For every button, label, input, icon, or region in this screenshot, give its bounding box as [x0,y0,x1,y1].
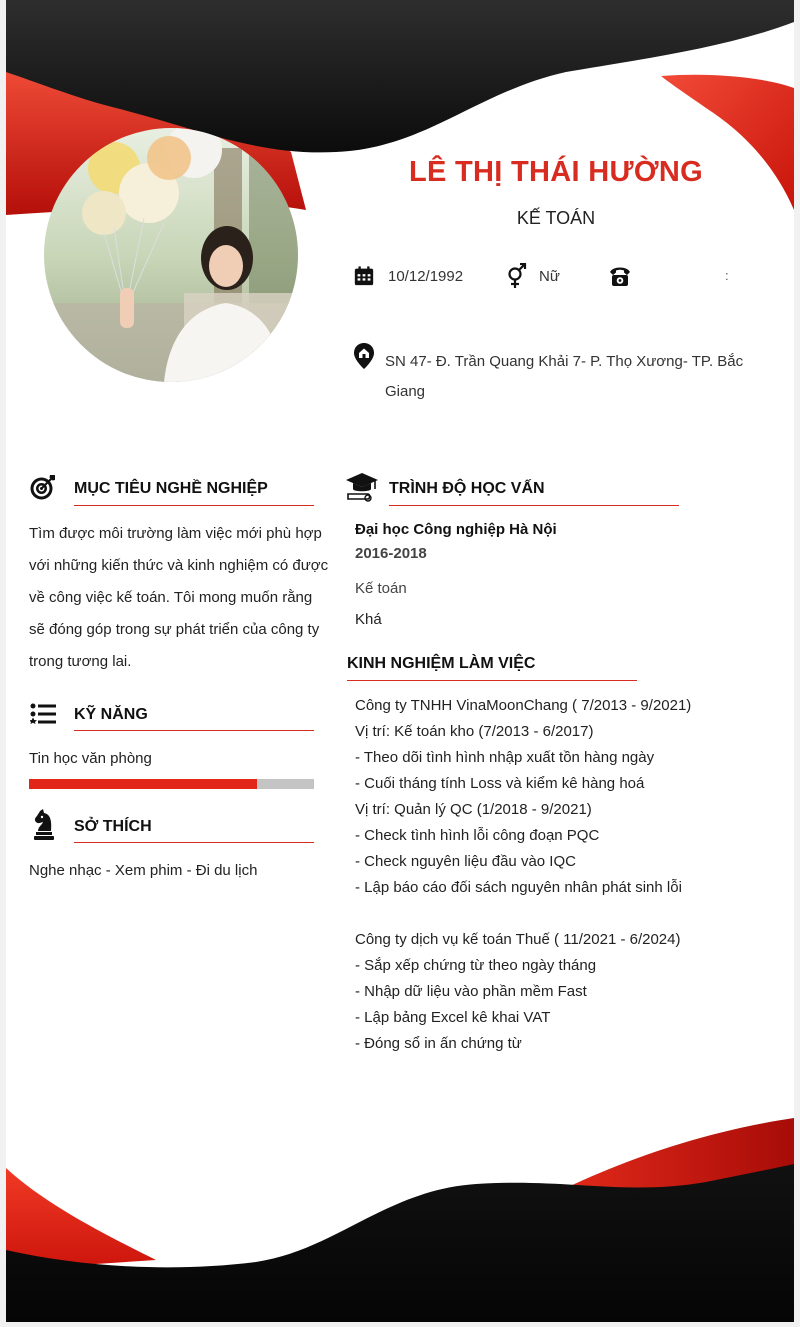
objective-line: về công việc kế toán. Tôi mong muốn rằng [29,589,313,606]
experience-line: Công ty TNHH VinaMoonChang ( 7/2013 - 9/2021) [355,697,692,714]
experience-line: Vị trí: Quản lý QC (1/2018 - 9/2021) [355,801,592,818]
phone-icon [608,265,632,287]
bottom-wave-decoration [6,1110,794,1322]
objective-text [29,518,329,678]
education-years: 2016-2018 [355,545,427,562]
objective-underline [74,505,314,506]
skill-bar [29,779,314,789]
objective-line: trong tương lai. [29,653,132,670]
gender-value: Nữ [539,268,560,285]
experience-title: KINH NGHIỆM LÀM VIỆC [347,655,536,672]
phone-value: : [725,268,729,283]
experience-line: - Sắp xếp chứng từ theo ngày tháng [355,957,597,974]
full-name: LÊ THỊ THÁI HƯỜNG [409,156,703,188]
hobbies-underline [74,842,314,843]
skills-title: KỸ NĂNG [74,706,148,723]
graduation-icon [346,472,380,502]
hobbies-title: SỞ THÍCH [74,818,152,835]
experience-line: - Lập báo cáo đối sách nguyên nhân phát sinh lỗi [355,879,682,896]
address-line-1: SN 47- Đ. Trần Quang Khải 7- P. Thọ Xương- TP. Bắc [385,353,744,370]
calendar-icon [353,265,375,287]
experience-line: - Check nguyên liệu đầu vào IQC [355,853,576,870]
experience-line: Công ty dịch vụ kế toán Thuế ( 11/2021 - 6/2024) [355,931,681,948]
experience-list [355,693,691,1057]
experience-line: - Nhập dữ liệu vào phần mềm Fast [355,983,587,1000]
experience-line: - Đóng sổ in ấn chứng từ [355,1035,522,1052]
experience-line: - Theo dõi tình hình nhập xuất tồn hàng ngày [355,749,655,766]
birthday-value: 10/12/1992 [388,268,464,285]
education-grade: Khá [355,611,382,628]
cv-page [6,0,794,1322]
experience-underline [347,680,637,681]
education-underline [389,505,679,506]
objective-line: Tìm được môi trường làm việc mới phù hợp [29,525,322,542]
objective-line: sẽ đóng góp trong sự phát triển của công ty [29,621,320,638]
job-title: KẾ TOÁN [516,208,596,228]
experience-spacer [355,901,691,927]
objective-line: với những kiến thức và kinh nghiệm có được [29,557,329,574]
list-icon [30,703,56,725]
experience-line: - Cuối tháng tính Loss và kiểm kê hàng hoá [355,775,645,792]
experience-line: Vị trí: Kế toán kho (7/2013 - 6/2017) [355,723,594,740]
objective-title: MỤC TIÊU NGHỀ NGHIỆP [74,480,268,497]
chess-knight-icon [33,809,55,841]
address [385,347,745,407]
address-line-2: Giang [385,383,426,400]
experience-line: - Lập bảng Excel kê khai VAT [355,1009,551,1026]
education-major: Kế toán [355,580,407,597]
location-icon [353,342,375,370]
profile-photo [44,128,298,382]
hobbies-text: Nghe nhạc - Xem phim - Đi du lịch [29,862,258,879]
skill-name: Tin học văn phòng [29,750,152,767]
experience-line: - Check tình hình lỗi công đoạn PQC [355,827,600,844]
skill-bar-fill [29,779,257,789]
education-school: Đại học Công nghiệp Hà Nội [355,521,557,538]
skills-underline [74,730,314,731]
gender-icon [504,263,528,289]
target-icon [29,473,57,501]
education-title: TRÌNH ĐỘ HỌC VẤN [389,480,545,497]
